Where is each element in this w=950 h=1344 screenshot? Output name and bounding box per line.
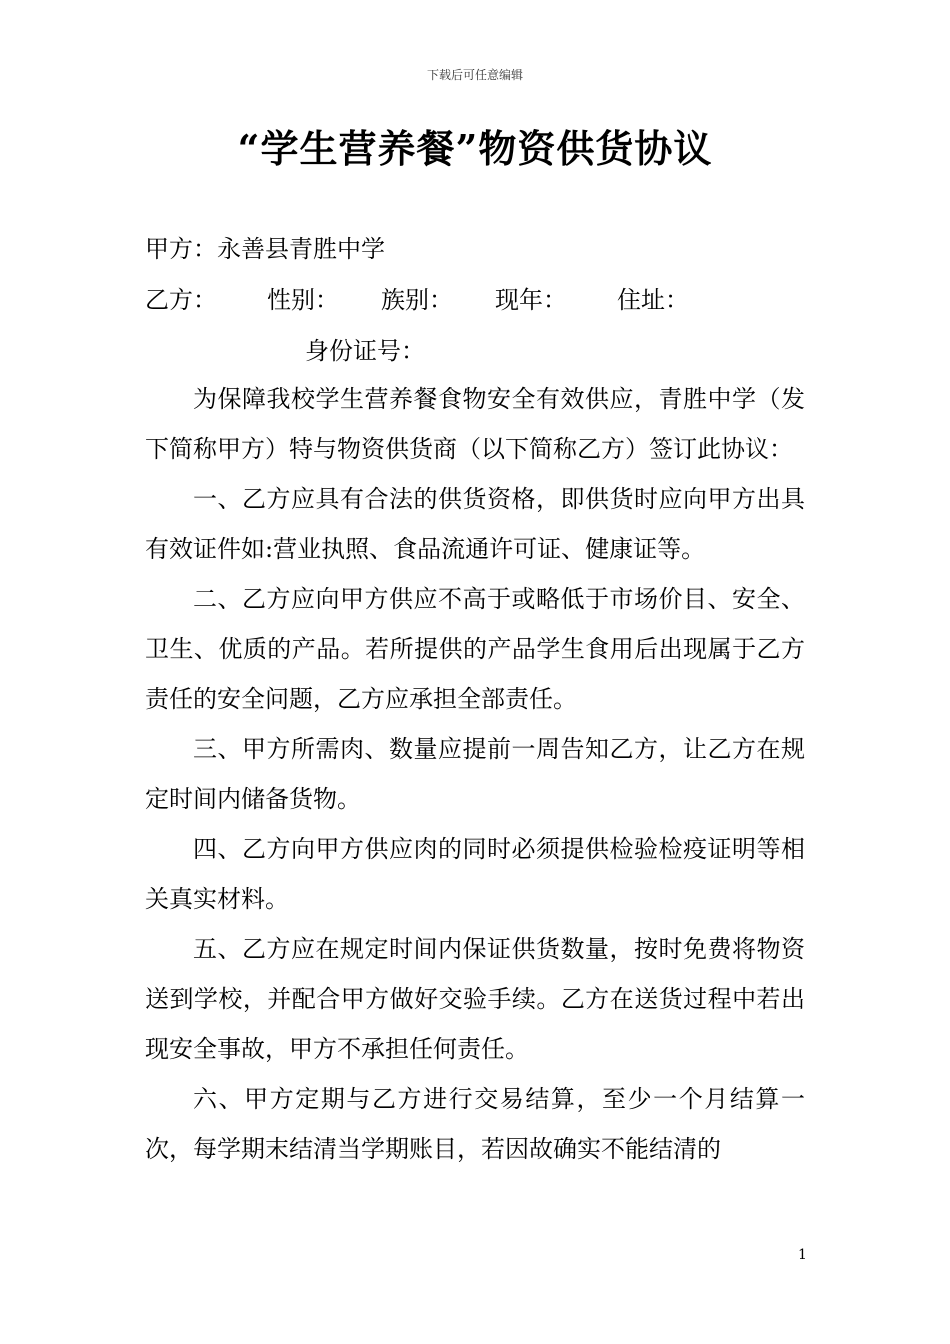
paragraph-clause-4: 四、乙方向甲方供应肉的同时必须提供检验检疫证明等相关真实材料。 bbox=[145, 835, 805, 913]
gender-label: 性别： bbox=[267, 286, 339, 314]
paragraph-clause-1: 一、乙方应具有合法的供货资格，即供货时应向甲方出具有效证件如:营业执照、食品流通许可证、健康证等。 bbox=[145, 485, 805, 563]
paragraph-clause-3: 三、甲方所需肉、数量应提前一周告知乙方，让乙方在规定时间内储备货物。 bbox=[145, 735, 805, 813]
party-a-line: 甲方：永善县青胜中学 bbox=[145, 235, 385, 263]
party-b-line bbox=[145, 275, 805, 325]
id-number-label: 身份证号： bbox=[305, 337, 425, 365]
header-note: 下载后可任意编辑 bbox=[426, 68, 523, 82]
agreement-body bbox=[145, 374, 805, 1174]
paragraph-clause-2: 二、乙方应向甲方供应不高于或略低于市场价目、安全、卫生、优质的产品。若所提供的产品学生食用后出现属于乙方责任的安全问题，乙方应承担全部责任。 bbox=[145, 585, 805, 713]
party-b-label: 乙方： bbox=[145, 286, 217, 314]
age-label: 现年： bbox=[495, 286, 567, 314]
paragraph-clause-5: 五、乙方应在规定时间内保证供货数量，按时免费将物资送到学校，并配合甲方做好交验手续。乙方在送货过程中若出现安全事故，甲方不承担任何责任。 bbox=[145, 935, 805, 1063]
ethnicity-label: 族别： bbox=[381, 286, 453, 314]
address-label: 住址： bbox=[617, 286, 689, 314]
paragraph-intro: 为保障我校学生营养餐食物安全有效供应，青胜中学（发下简称甲方）特与物资供货商（以下简称乙方）签订此协议： bbox=[145, 385, 805, 463]
page-number: 1 bbox=[798, 1247, 807, 1263]
paragraph-clause-6: 六、甲方定期与乙方进行交易结算，至少一个月结算一次，每学期末结清当学期账目，若因故确实不能结清的 bbox=[145, 1085, 805, 1163]
document-title: “学生营养餐”物资供货协议 bbox=[237, 126, 713, 171]
